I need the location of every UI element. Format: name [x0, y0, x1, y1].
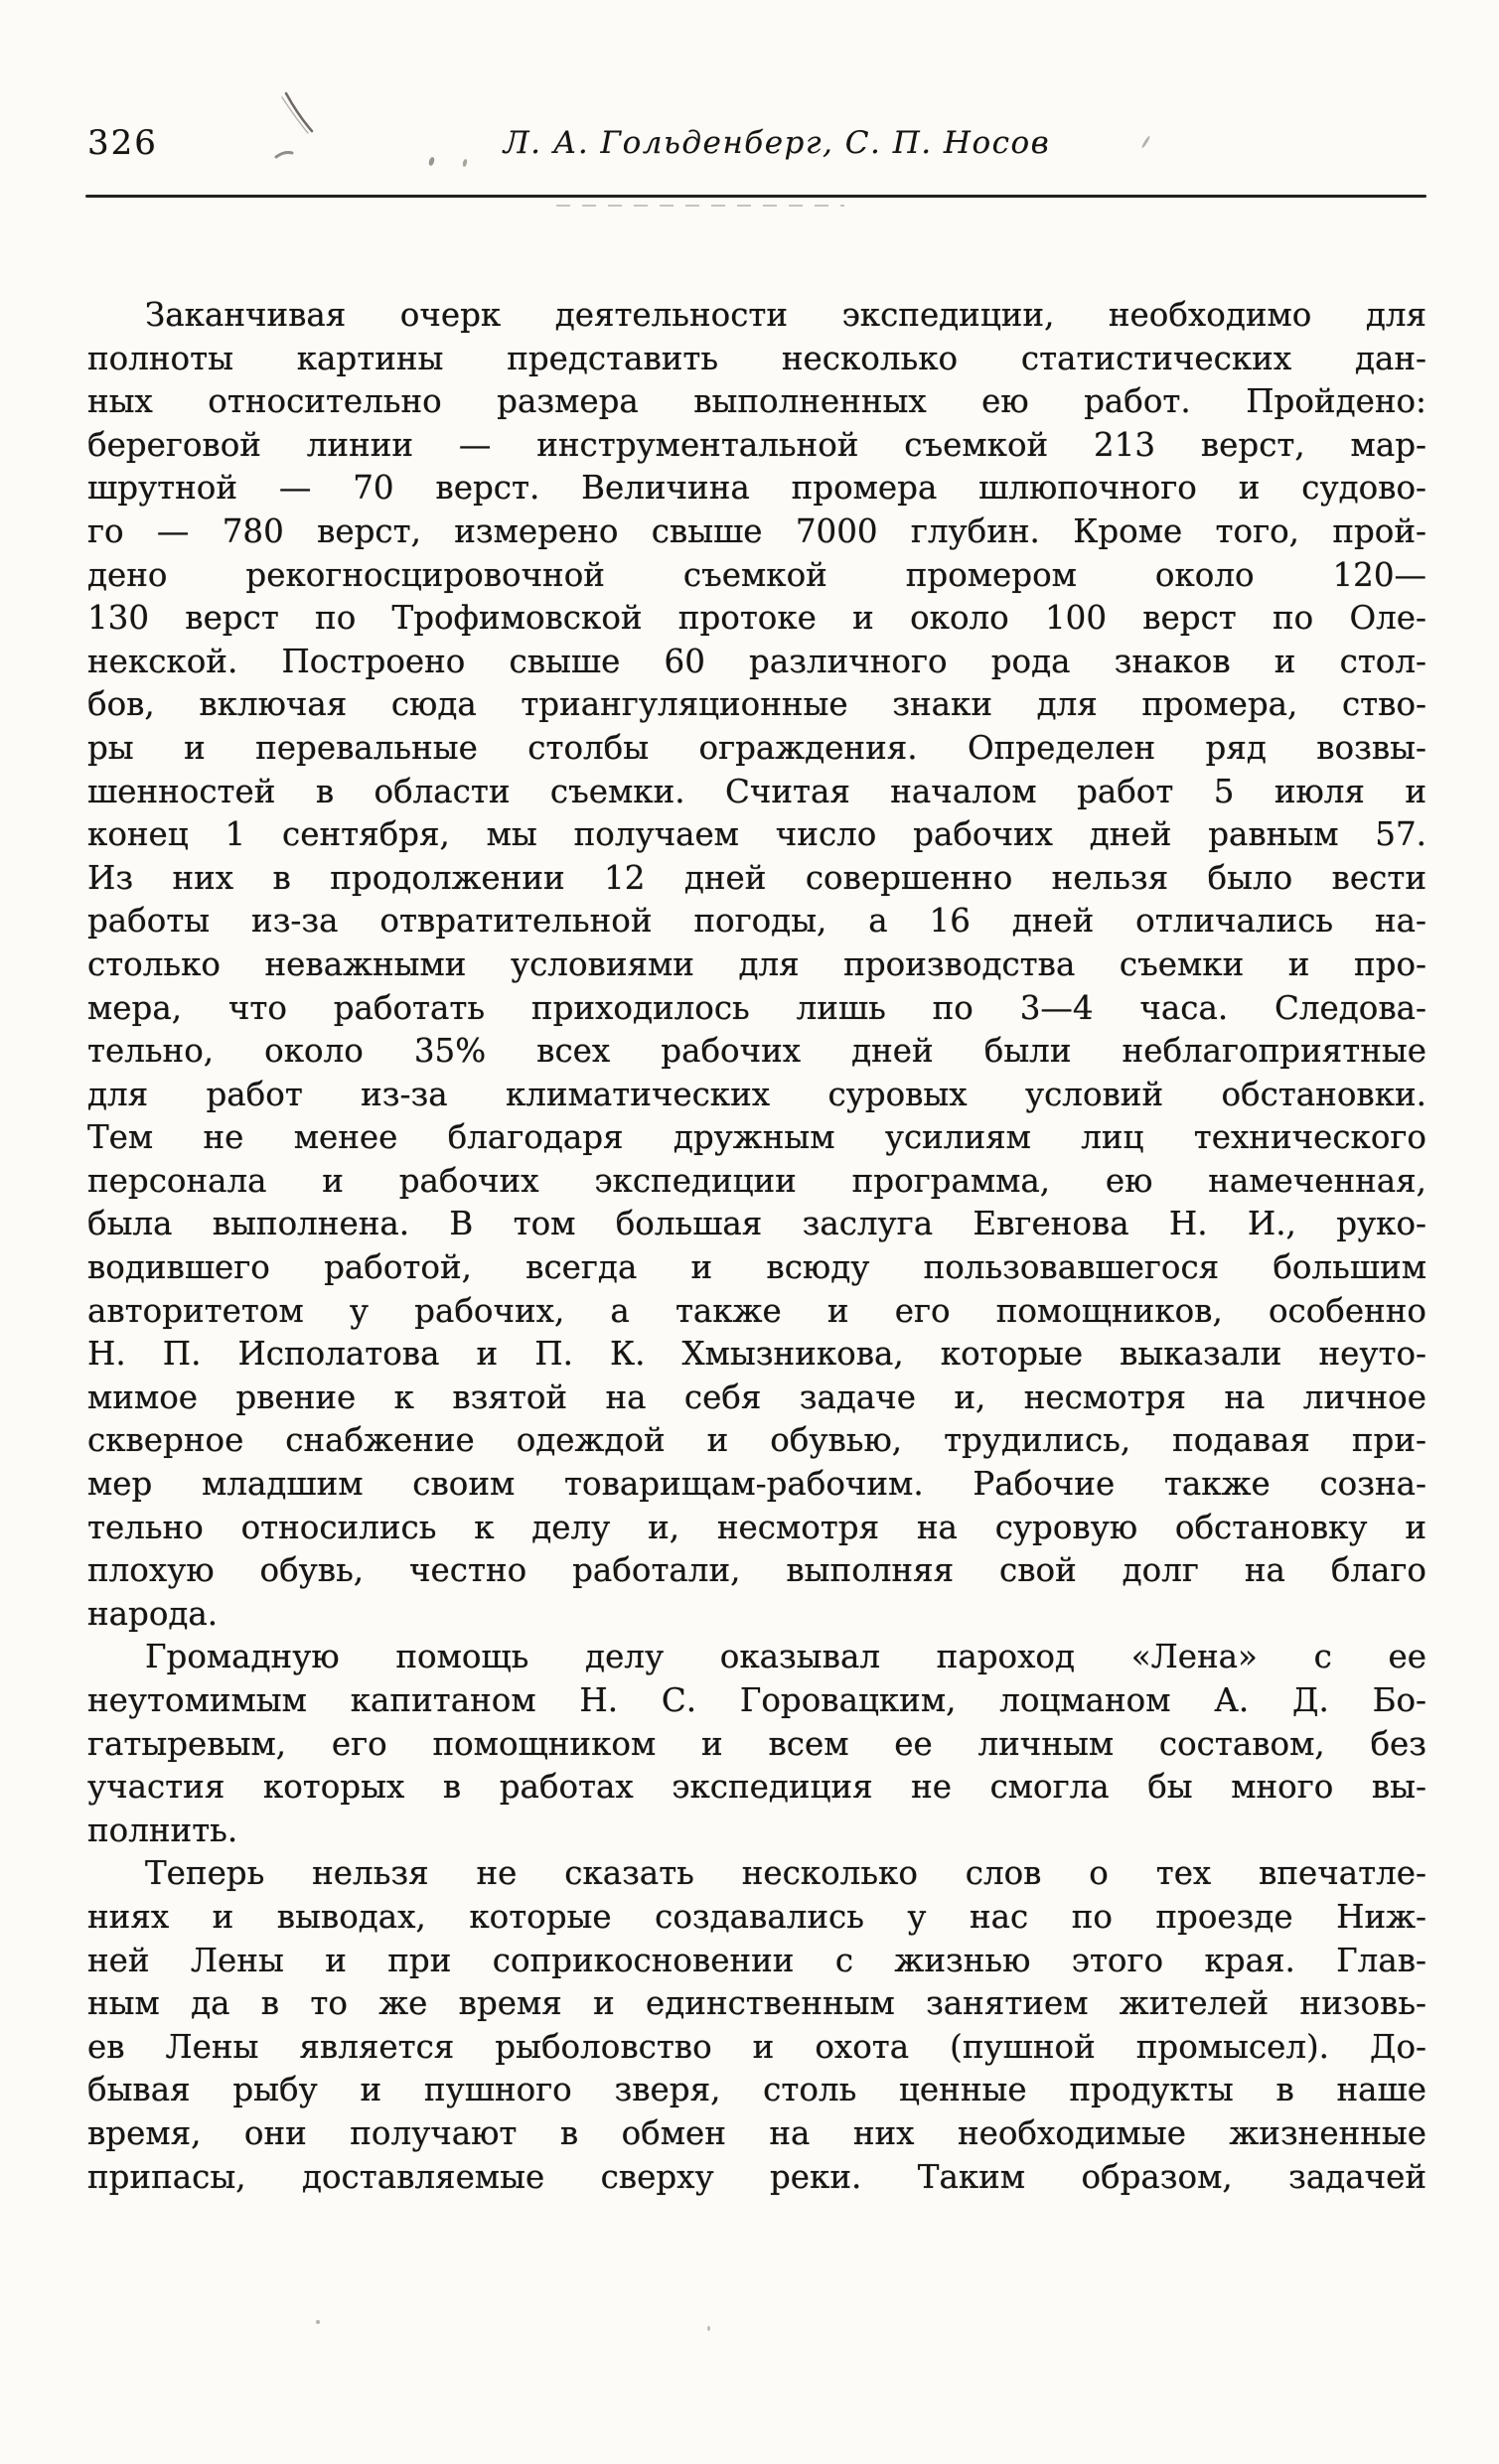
text-line: полнить.: [87, 1811, 238, 1849]
text-line: ней Лены и при соприкосновении с жизнью этого края. Глав-: [87, 1941, 1426, 1979]
scan-artifact-pen-mark: [268, 87, 328, 167]
text-line: Громадную помощь делу оказывал пароход «Лена» с ее: [145, 1638, 1426, 1676]
text-line: ев Лены является рыболовство и охота (пушной промысел). До-: [87, 2027, 1426, 2066]
text-line: береговой линии — инструментальной съемкой 213 верст, мар-: [87, 425, 1426, 464]
scan-artifact-speck: [316, 2320, 320, 2324]
text-line: ных относительно размера выполненных ею работ. Пройдено:: [87, 382, 1426, 421]
text-line: водившего работой, всегда и всюду пользовавшегося большим: [87, 1248, 1426, 1287]
running-title: Л. А. Гольденберг, С. П. Носов: [503, 125, 1051, 161]
text-line: мимое рвение к взятой на себя задаче и, несмотря на личное: [87, 1377, 1426, 1416]
text-line: бывая рыбу и пушного зверя, столь ценные продукты в наше: [87, 2071, 1426, 2109]
text-line: народа.: [87, 1594, 219, 1633]
text-line: припасы, доставляемые сверху реки. Таким образом, задачей: [87, 2157, 1426, 2196]
text-line: тельно относились к делу и, несмотря на суровую обстановку и: [87, 1508, 1426, 1546]
text-line: персонала и рабочих экспедиции программа, ею намеченная,: [87, 1161, 1426, 1200]
text-line: шрутной — 70 верст. Величина промера шлюпочного и судово-: [87, 469, 1426, 507]
text-line: мер младшим своим товарищам-рабочим. Рабочие также созна-: [87, 1465, 1426, 1504]
text-line: плохую обувь, честно работали, выполняя свой долг на благо: [87, 1551, 1426, 1590]
text-line: некской. Построено свыше 60 различного рода знаков и стол-: [87, 642, 1426, 680]
text-line: мера, что работать приходилось лишь по 3—4 часа. Следова-: [87, 988, 1426, 1027]
text-block: [87, 294, 1426, 2199]
text-line: столько неважными условиями для производства съемки и про-: [87, 944, 1426, 983]
text-line: Теперь нельзя не сказать несколько слов о тех впечатле-: [145, 1854, 1426, 1893]
page-number: 326: [87, 123, 158, 163]
text-line: шенностей в области съемки. Считая началом работ 5 июля и: [87, 772, 1426, 810]
text-line: авторитетом у рабочих, а также и его помощников, особенно: [87, 1291, 1426, 1330]
text-line: ры и перевальные столбы ограждения. Определен ряд возвы-: [87, 728, 1426, 767]
text-line: тельно, около 35% всех рабочих дней были неблагоприятные: [87, 1032, 1426, 1071]
text-line: ниях и выводах, которые создавались у нас по проезде Ниж-: [87, 1897, 1426, 1936]
text-line: Из них в продолжении 12 дней совершенно нельзя было вести: [87, 858, 1426, 897]
text-line: конец 1 сентября, мы получаем число рабочих дней равным 57.: [87, 815, 1426, 854]
text-line: время, они получают в обмен на них необходимые жизненные: [87, 2113, 1426, 2152]
header-rule-shadow: [556, 205, 844, 207]
text-line: Заканчивая очерк деятельности экспедиции, необходимо для: [145, 296, 1426, 334]
scan-artifact-speck: [707, 2326, 710, 2331]
text-line: Тем не менее благодаря дружным усилиям лиц технического: [87, 1118, 1426, 1157]
text-line: для работ из-за климатических суровых условий обстановки.: [87, 1075, 1426, 1113]
text-line: дено рекогносцировочной съемкой промером около 120—: [87, 555, 1426, 594]
text-line: скверное снабжение одеждой и обувью, трудились, подавая при-: [87, 1421, 1426, 1460]
text-line: гатыревым, его помощником и всем ее личным составом, без: [87, 1724, 1426, 1763]
text-line: была выполнена. В том большая заслуга Евгенова Н. И., руко-: [87, 1205, 1426, 1243]
text-line: Н. П. Исполатова и П. К. Хмызникова, которые выказали неуто-: [87, 1335, 1426, 1374]
text-line: неутомимым капитаном Н. С. Горовацким, лоцманом А. Д. Бо-: [87, 1681, 1426, 1719]
text-line: ным да в то же время и единственным занятием жителей низовь-: [87, 1984, 1426, 2023]
header-rule: [85, 195, 1426, 198]
text-line: 130 верст по Трофимовской протоке и около 100 верст по Оле-: [87, 599, 1426, 638]
text-line: работы из-за отвратительной погоды, а 16 дней отличались на-: [87, 902, 1426, 941]
text-line: полноты картины представить несколько статистических дан-: [87, 339, 1426, 377]
text-line: го — 780 верст, измерено свыше 7000 глубин. Кроме того, прой-: [87, 511, 1426, 550]
text-line: участия которых в работах экспедиция не смогла бы много вы-: [87, 1768, 1426, 1807]
text-line: бов, включая сюда триангуляционные знаки для промера, ство-: [87, 685, 1426, 724]
